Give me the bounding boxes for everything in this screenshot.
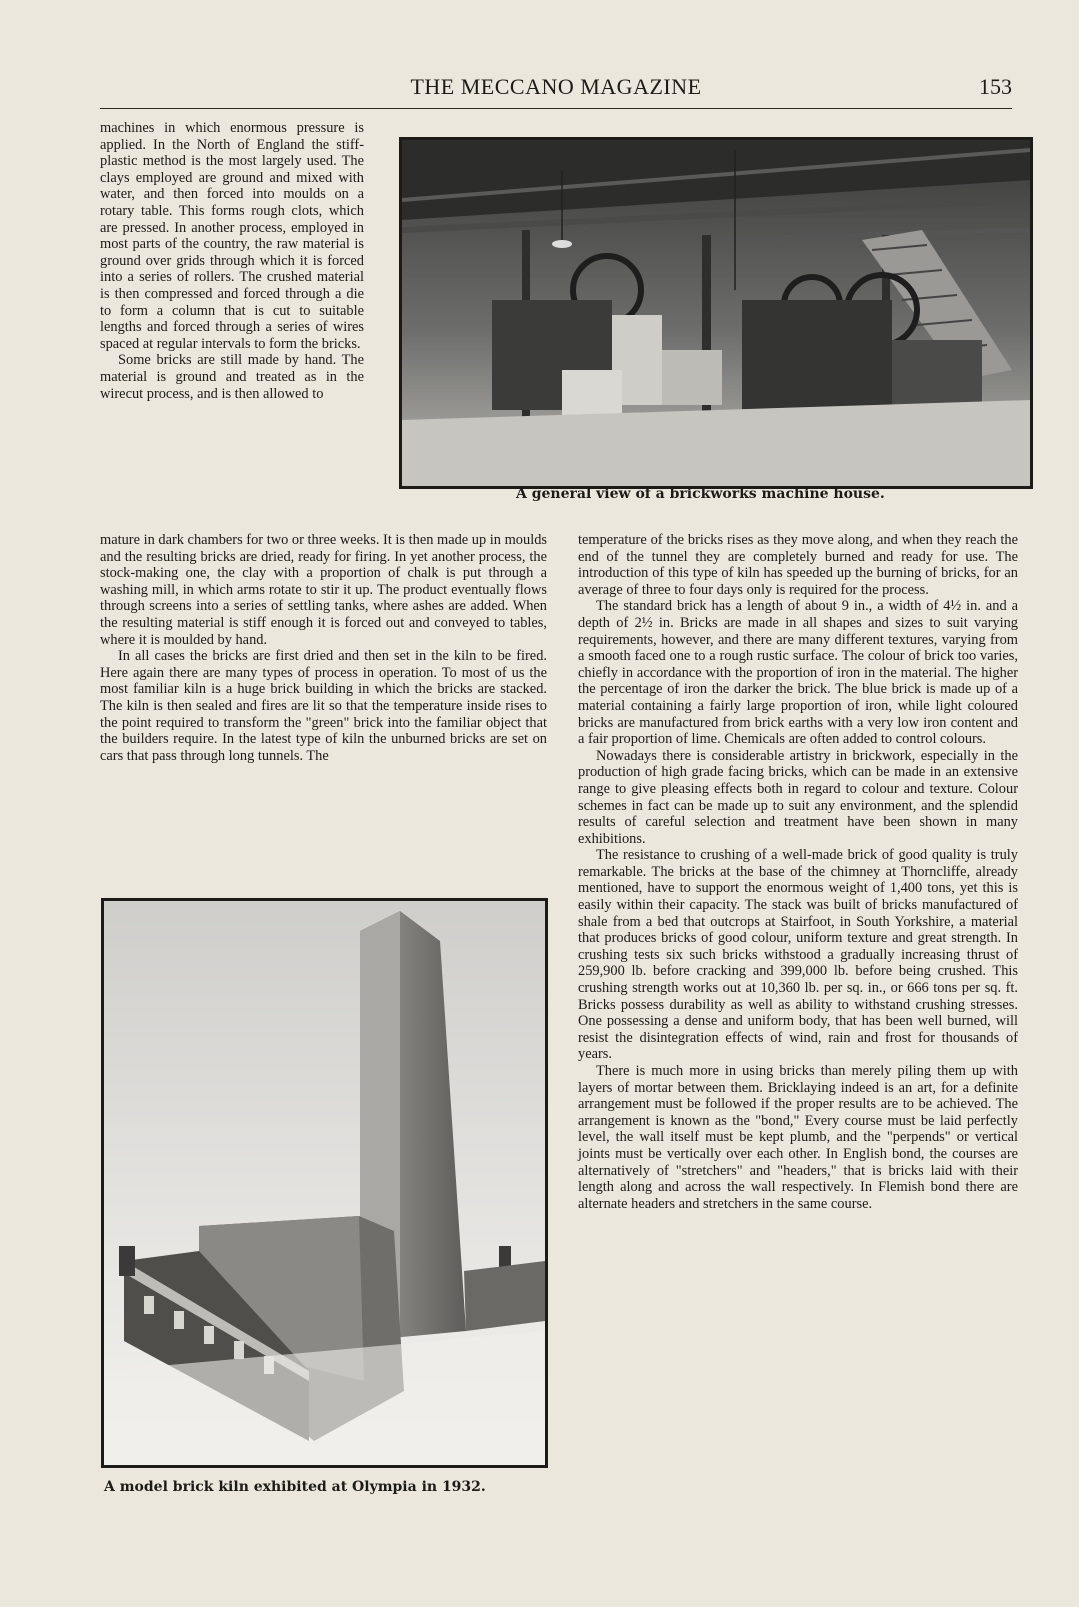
- paragraph-tunnel-kiln: temperature of the bricks rises as they move along, and when they reach the end of the tunnel they are completely burned and ready for use. The introduction of this type of kiln has speeded up the burning of bricks, for an average of three to four days only is required for the process.: [578, 532, 1018, 598]
- caption-model-kiln: A model brick kiln exhibited at Olympia in 1932.: [104, 1479, 486, 1495]
- column-2-text: [578, 532, 1018, 1212]
- page-number: 153: [979, 74, 1012, 99]
- column-1-wide-text: [100, 532, 547, 764]
- paragraph-standard-brick: The standard brick has a length of about 9 in., a width of 4½ in. and a depth of 2½ in. Bricks are made in all shapes and sizes to suit varying requirements, however, and there are many different textures, varying from a smooth faced one to a rough rustic surface. The colour of brick too varies, chiefly in accordance with the proportion of iron in the material. The higher the percentage of iron the darker the brick. The blue brick is made up of a material containing a fairly large proportion of iron, while light coloured bricks are manufactured from brick earths with a very low iron content and a fair proportion of lime. Chemicals are often added to control colours.: [578, 598, 1018, 748]
- caption-machine-house: A general view of a brickworks machine house.: [516, 486, 885, 502]
- photo-machine-house: [399, 137, 1033, 489]
- paragraph-crushing: The resistance to crushing of a well-made brick of good quality is truly remarkable. The bricks at the base of the chimney at Thorncliffe, already mentioned, have to support the enormous weight of 1,400 tons, yet this is easily within their capacity. The stack was built of bricks manufactured of shale from a bed that outcrops at Stairfoot, in South Yorkshire, a material that produces bricks of good colour, uniform texture and great strength. In crushing tests six such bricks withstood a gradually increasing thrust of 259,900 lb. before cracking and 399,000 lb. before being crushed. This crushing strength works out at 10,360 lb. per sq. in., or 666 tons per sq. ft. Bricks possess durability as well as ability to withstand crushing stresses. One possessing a dense and uniform body, that has been well burned, will resist the disintegration effects of wind, rain and frost for thousands of years.: [578, 847, 1018, 1063]
- magazine-title: THE MECCANO MAGAZINE: [410, 74, 702, 99]
- machine-house-image: [402, 140, 1030, 486]
- paragraph-bricklaying: There is much more in using bricks than merely piling them up with layers of mortar between them. Bricklaying indeed is an art, for a definite arrangement must be followed if the proper results are to be achieved. The arrangement is known as the "bond," Every course must be laid perfectly level, the wall itself must be kept plumb, and the "perpends" or vertical joints must be vertically over each other. In English bond, the courses are alternatively of "stretchers" and "headers," that is bricks laid with their length along and across the wall respectively. In Flemish bond there are alternate headers and stretchers in the same course.: [578, 1063, 1018, 1212]
- model-kiln-image: [104, 901, 545, 1465]
- paragraph-hand-made-cont: mature in dark chambers for two or three weeks. It is then made up in moulds and the resulting bricks are dried, ready for firing. In yet another process, the stock-making one, the clay with a proportion of chalk is put through a washing mill, in which arms rotate to stir it up. The product eventually flows through screens into a series of settling tanks, where ashes are added. When the resulting material is stiff enough it is forced out and conveyed to tables, where it is moulded by hand.: [100, 532, 547, 648]
- column-1-narrow-text: [100, 120, 364, 402]
- paragraph-kilns: In all cases the bricks are first dried and then set in the kiln to be fired. Here again there are many types of process in operation. To most of us the most familiar kiln is a huge brick building in which the bricks are stacked. The kiln is then sealed and fires are lit so that the temperature inside rises to the point required to transform the "green" brick into the familiar object that the builders require. In the latest type of kiln the unburned bricks are set on cars that pass through long tunnels. The: [100, 648, 547, 764]
- running-header: [100, 72, 1012, 109]
- paragraph-hand-made-start: Some bricks are still made by hand. The material is ground and treated as in the wirecut process, and is then allowed to: [100, 352, 364, 402]
- photo-model-kiln: [101, 898, 548, 1468]
- paragraph-artistry: Nowadays there is considerable artistry in brickwork, especially in the production of high grade facing bricks, which can be made in an extensive range to give pleasing effects both in regard to colour and texture. Colour schemes in fact can be made up to suit any environment, and the splendid results of careful selection and treatment have been shown in many exhibitions.: [578, 747, 1018, 847]
- paragraph-machines: machines in which enormous pressure is applied. In the North of England the stiff-plastic method is the most largely used. The clays employed are ground and mixed with water, and then forced into moulds on a rotary table. This forms rough clots, which are pressed. In another process, employed in most parts of the country, the raw material is ground over grids through which it is forced into a series of rollers. The crushed material is then compressed and forced through a die to form a column that is cut to suitable lengths and forced through a series of wires spaced at regular intervals to form the bricks.: [100, 120, 364, 352]
